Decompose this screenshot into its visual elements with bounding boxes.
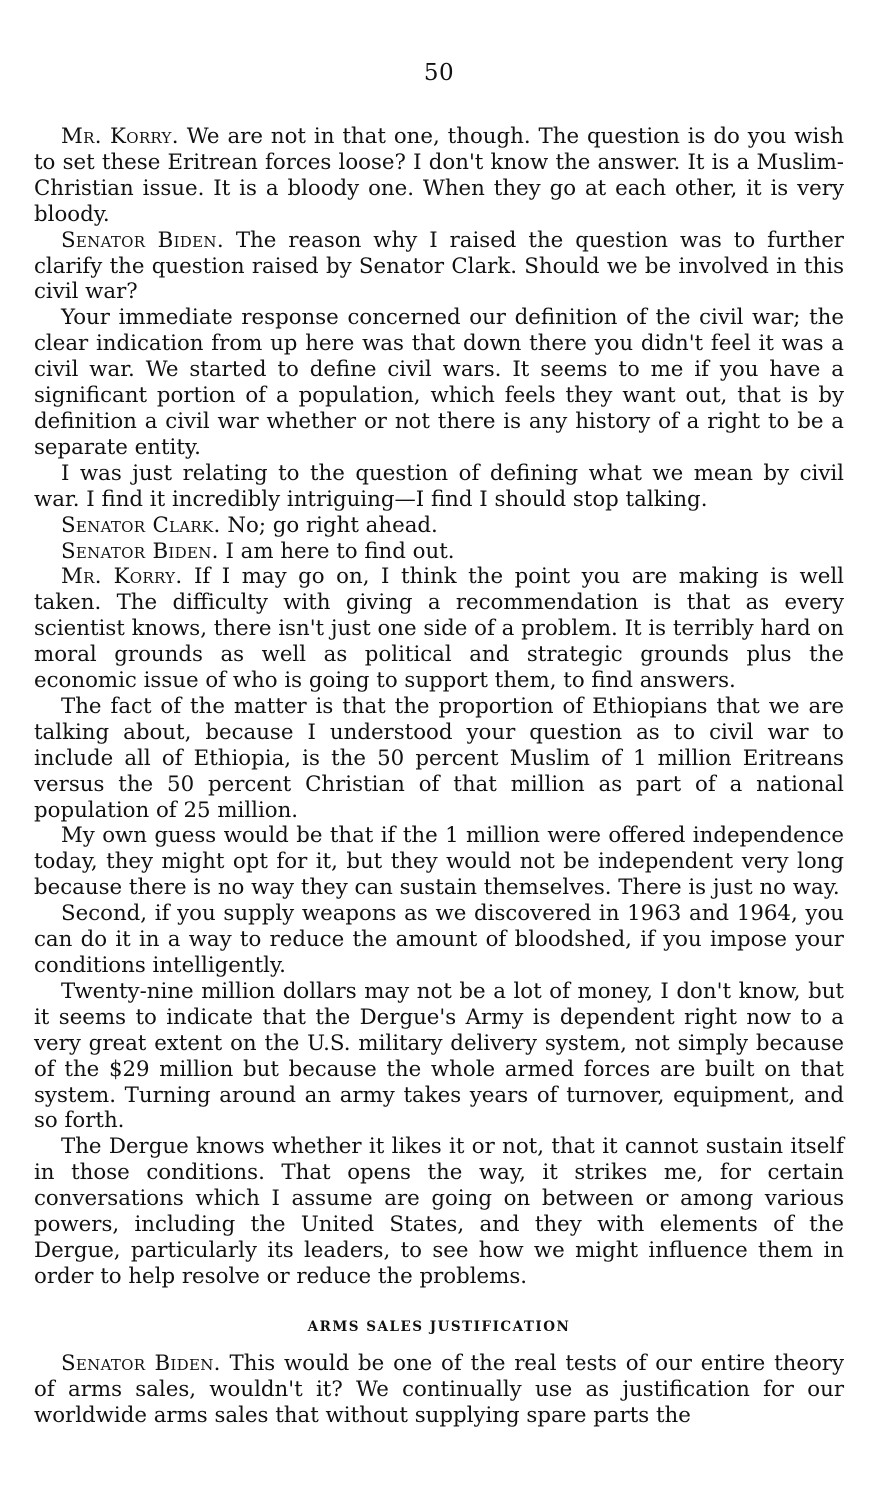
paragraph-text: I was just relating to the question of defining what we mean by civil war. I find it incredibly intriguing—I find I should stop talking. bbox=[34, 460, 844, 512]
paragraph bbox=[34, 124, 844, 228]
paragraph-text: If I may go on, I think the point you are making is well taken. The difficulty with giving a recommendation is that as every scientist knows, there isn't just one side of a problem. It is terribly hard on moral grounds as well as political and strategic grounds plus the economic issue of who is going to support them, to find answers. bbox=[34, 564, 844, 694]
paragraph bbox=[34, 1351, 844, 1429]
paragraph-text: We are not in that one, though. The question is do you wish to set these Eritrean forces loose? I don't know the answer. It is a Muslim-Christian issue. It is a bloody one. When they go at each other, it is very bloody. bbox=[34, 124, 844, 227]
paragraph bbox=[34, 1134, 844, 1289]
paragraph bbox=[34, 228, 844, 306]
speaker-name: Mr. Korry. bbox=[61, 564, 183, 590]
paragraph bbox=[34, 539, 844, 565]
document-page bbox=[34, 60, 844, 1429]
paragraph-text: The fact of the matter is that the proportion of Ethiopians that we are talking about, because I understood your question as to civil war to include all of Ethiopia, is the 50 percent Muslim of 1 million Eritreans versus the 50 percent Christian of that million as part of a national population of 25 million. bbox=[34, 693, 844, 823]
paragraph bbox=[34, 823, 844, 901]
paragraph bbox=[34, 564, 844, 694]
paragraph-text: My own guess would be that if the 1 million were offered independence today, they might opt for it, but they would not be independent very long because there is no way they can sustain themselves. There is just no way. bbox=[34, 823, 844, 901]
paragraph-text: Second, if you supply weapons as we discovered in 1963 and 1964, you can do it in a way to reduce the amount of bloodshed, if you impose your conditions intelligently. bbox=[34, 901, 844, 978]
paragraph bbox=[34, 461, 844, 513]
paragraph bbox=[34, 901, 844, 979]
speaker-name: Mr. Korry. bbox=[61, 124, 179, 149]
paragraph-text: The Dergue knows whether it likes it or not, that it cannot sustain itself in those conditions. That opens the way, it strikes me, for certain conversations which I assume are going on between or among various powers, including the United States, and they with elements of the Dergue, particularly its leaders, to see how we might influence them in order to help resolve or reduce the problems. bbox=[34, 1134, 844, 1289]
paragraph-text: This would be one of the real tests of our entire theory of arms sales, wouldn't it? We continually use as justification for our worldwide arms sales that without supplying spare parts the bbox=[34, 1350, 844, 1428]
paragraph-text: I am here to find out. bbox=[218, 538, 455, 564]
paragraph bbox=[34, 305, 844, 460]
paragraph bbox=[34, 694, 844, 824]
speaker-name: Senator Biden. bbox=[61, 227, 224, 253]
paragraph-text: The reason why I raised the question was to further clarify the question raised by Senator Clark. Should we be involved in this civil war? bbox=[34, 227, 844, 305]
paragraph-text: Your immediate response concerned our definition of the civil war; the clear indication from up here was that down there you didn't feel it was a civil war. We started to define civil wars. It seems to me if you have a significant portion of a population, which feels they want out, that is by definition a civil war whether or not there is any history of a right to be a separate entity. bbox=[34, 305, 844, 460]
paragraph-text: Twenty-nine million dollars may not be a lot of money, I don't know, but it seems to indicate that the Dergue's Army is dependent right now to a very great extent on the U.S. military delivery system, not simply because of the $29 million but because the whole armed forces are built on that system. Turning around an army takes years of turnover, equipment, and so forth. bbox=[34, 978, 844, 1134]
paragraph bbox=[34, 979, 844, 1134]
paragraph-text: No; go right ahead. bbox=[220, 512, 438, 538]
speaker-name: Senator Biden. bbox=[61, 1350, 221, 1376]
paragraph bbox=[34, 513, 844, 539]
speaker-name: Senator Clark. bbox=[61, 512, 221, 538]
section-heading: ARMS SALES JUSTIFICATION bbox=[307, 1318, 571, 1335]
page-number: 50 bbox=[423, 60, 455, 86]
testimony-body bbox=[34, 124, 844, 1290]
speaker-name: Senator Biden. bbox=[61, 538, 219, 564]
